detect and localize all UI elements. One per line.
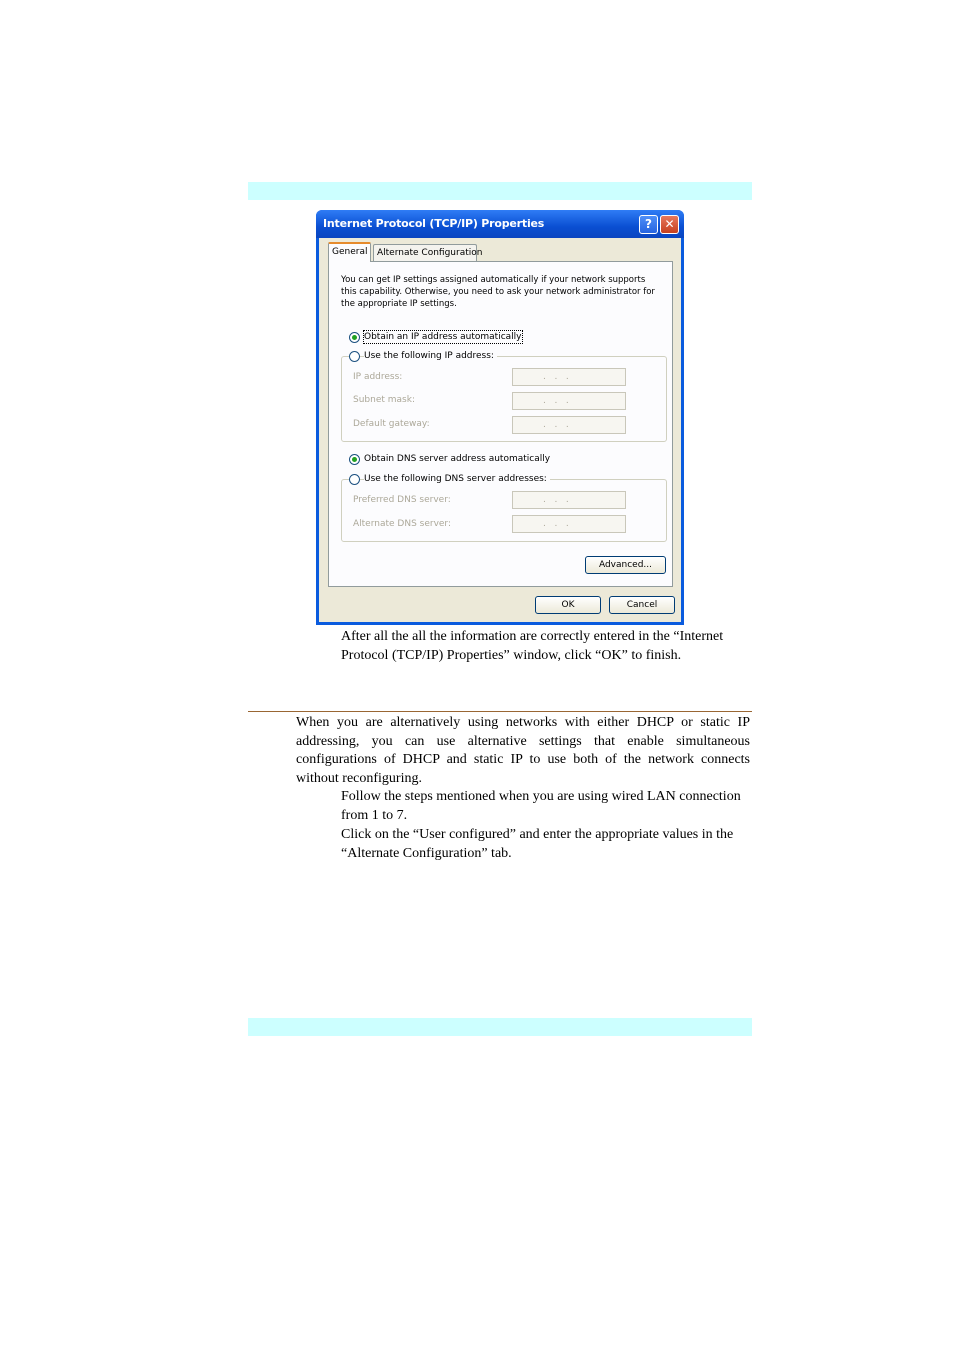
alternate-settings-paragraph: When you are alternatively using networks with either DHCP or static IP addressing, you can use alternative settings that enable simultaneous configurations of DHCP and static IP to use both of the network connects without reconfiguring. bbox=[296, 715, 750, 786]
section-divider bbox=[248, 711, 752, 712]
dns-auto-label[interactable]: Obtain DNS server address automatically bbox=[364, 454, 551, 464]
close-button[interactable] bbox=[660, 215, 679, 234]
header-band bbox=[248, 182, 752, 200]
dns-auto-radio[interactable] bbox=[349, 454, 360, 465]
help-button[interactable] bbox=[639, 215, 658, 234]
step-1-text: Follow the steps mentioned when you are using wired LAN connection from 1 to 7. bbox=[341, 789, 741, 823]
tab-general[interactable]: General bbox=[328, 242, 371, 262]
ip-manual-radio[interactable] bbox=[349, 351, 360, 362]
ip-auto-radio[interactable] bbox=[349, 332, 360, 343]
dns-manual-radio[interactable] bbox=[349, 474, 360, 485]
subnet-mask-field[interactable]: . . . bbox=[512, 392, 626, 410]
dialog-title-bar[interactable] bbox=[316, 210, 684, 238]
close-icon: ✕ bbox=[664, 217, 675, 231]
dialog-body bbox=[319, 238, 681, 622]
settings-description: You can get IP settings assigned automatically if your network supports this capability. Otherwise, you need to ask your network administrator for the appropriate IP settings. bbox=[341, 275, 655, 309]
default-gateway-field[interactable]: . . . bbox=[512, 416, 626, 434]
dns-manual-label[interactable]: Use the following DNS server addresses: bbox=[364, 473, 550, 485]
preferred-dns-label: Preferred DNS server: bbox=[353, 495, 451, 505]
alternate-dns-label: Alternate DNS server: bbox=[353, 519, 452, 529]
tab-alternate-configuration[interactable]: Alternate Configuration bbox=[373, 244, 477, 261]
help-icon: ? bbox=[645, 217, 652, 231]
ip-auto-label[interactable]: Obtain an IP address automatically bbox=[364, 332, 522, 342]
ip-address-field[interactable]: . . . bbox=[512, 368, 626, 386]
footer-band bbox=[248, 1018, 752, 1036]
default-gateway-label: Default gateway: bbox=[353, 419, 430, 429]
tcpip-properties-dialog bbox=[316, 210, 684, 625]
general-tab-panel bbox=[328, 261, 673, 587]
dialog-caption: After all the all the information are correctly entered in the “Internet Protocol (TCP/IP) Properties” window, click “OK” to finish. bbox=[341, 629, 724, 663]
cancel-button[interactable]: Cancel bbox=[609, 596, 675, 614]
step-2-text: Click on the “User configured” and enter the appropriate values in the “Alternate Configuration” tab. bbox=[341, 827, 734, 861]
dialog-title: Internet Protocol (TCP/IP) Properties bbox=[323, 217, 545, 230]
subnet-mask-label: Subnet mask: bbox=[353, 395, 415, 405]
alternate-dns-field[interactable]: . . . bbox=[512, 515, 626, 533]
advanced-button[interactable]: Advanced... bbox=[585, 556, 666, 574]
ip-manual-label[interactable]: Use the following IP address: bbox=[364, 350, 497, 362]
ok-button[interactable]: OK bbox=[535, 596, 601, 614]
ip-address-label: IP address: bbox=[353, 372, 403, 382]
preferred-dns-field[interactable]: . . . bbox=[512, 491, 626, 509]
